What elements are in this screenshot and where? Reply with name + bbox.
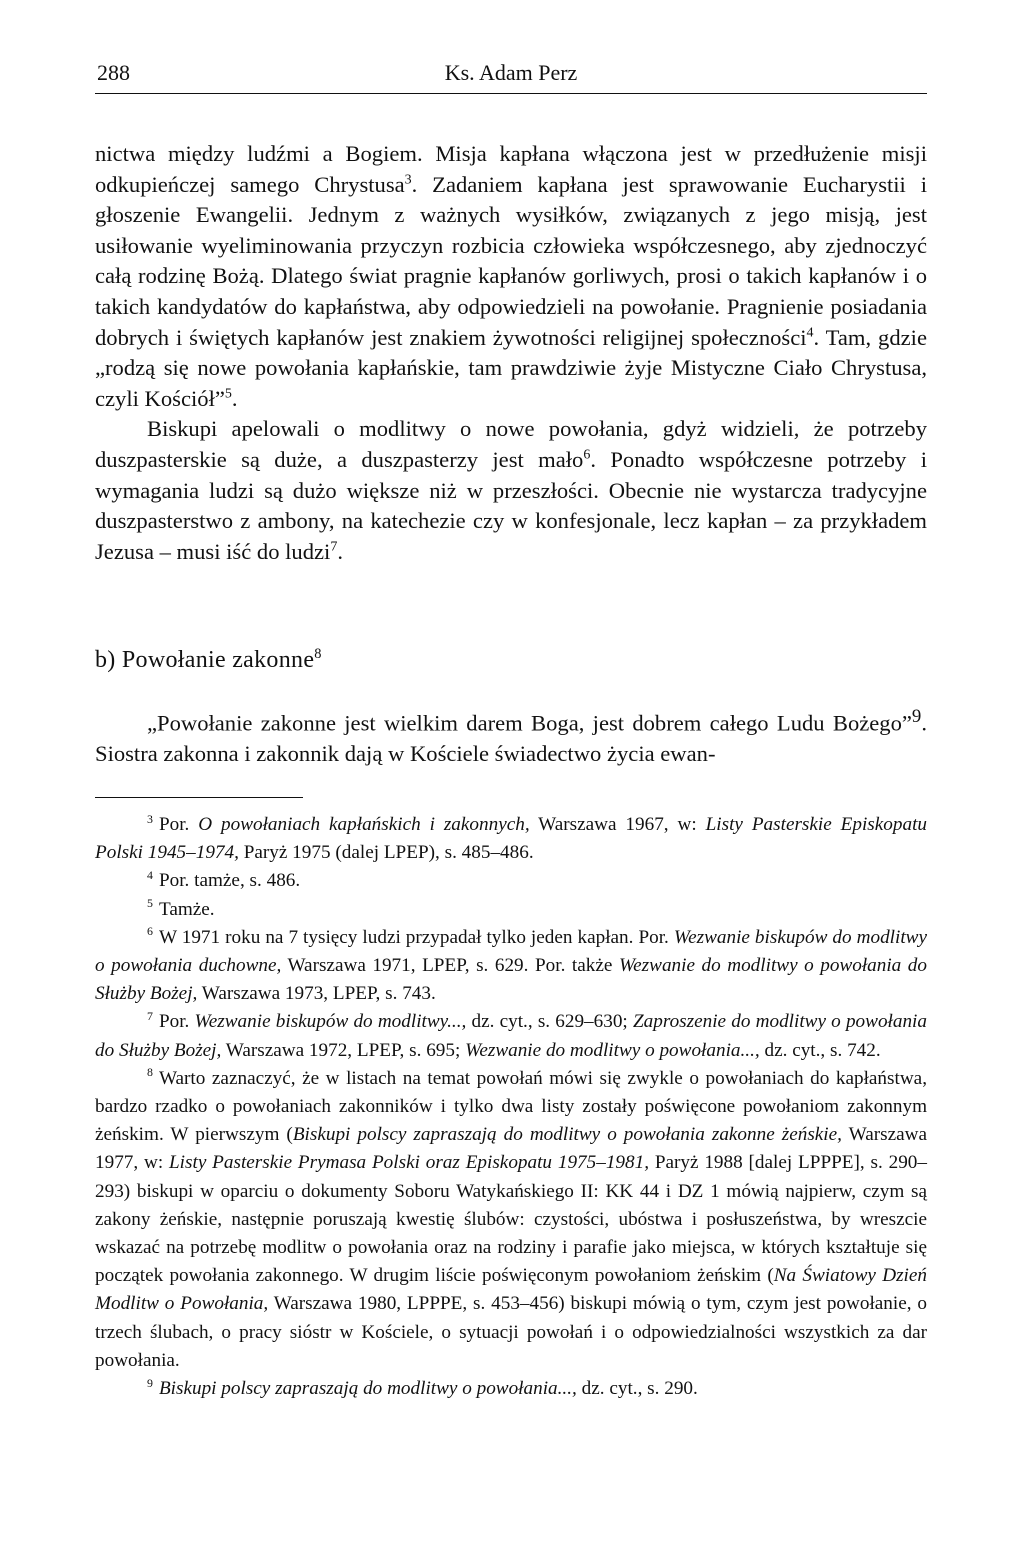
paragraph-text: Biskupi apelowali o modlitwy o nowe powołania, gdyż widzieli, że potrzeby duszpasterskie są duże, a duszpasterzy jest mało — [95, 416, 927, 472]
footnote-text: Paryż 1988 [dalej LPPPE], s. 290–293) biskupi w oparciu o dokumenty Soboru Watykańskiego II: KK 44 i DZ 1 mówią najpierw, czym są zakony żeńskie, następnie poruszają kwestię ślubów: czystości, ubóstwa i posłuszeństwa, by wreszcie wskazać na potrzebę modlitw o powołania oraz na rodziny i parafie jako miejsca, w których kształtuje się początek powołania zakonnego. W drugim liście poświęconym powołaniom żeńskim ( — [95, 1152, 927, 1287]
footnote-ref-6: 6 — [583, 447, 591, 463]
footnote-ref-4: 4 — [806, 325, 814, 341]
footnote-ref-7: 7 — [330, 539, 338, 555]
footnote-number: 9 — [147, 1375, 153, 1390]
paragraph-text: . — [231, 385, 238, 411]
footnote-text: dz. cyt., s. 290. — [576, 1378, 698, 1400]
footnote-number: 3 — [147, 811, 153, 826]
paragraph-3 — [95, 702, 927, 770]
footnote-text: Por. — [158, 1011, 195, 1033]
section-heading-text: b) Powołanie zakonne — [95, 647, 315, 673]
paragraph-text: . — [337, 538, 343, 564]
paragraph-text: . Ponadto współczesne potrzeby i wymagania ludzi są dużo większe niż w przeszłości. Obecnie nie wystarcza tradycyjne duszpasterstwo z ambony, na katechezie czy w konfesjonale, lecz kapłan – za przykładem Jezusa – musi iść do ludzi — [95, 446, 927, 564]
body-text — [95, 139, 927, 567]
paragraph-2 — [95, 414, 927, 567]
footnote-text: dz. cyt., s. 629–630; — [466, 1011, 633, 1033]
footnote-ref-3: 3 — [404, 172, 412, 188]
footnote-title: Wezwanie do modlitwy o powołania..., — [465, 1039, 760, 1061]
footnote-text: Por. — [158, 814, 199, 835]
footnote-text: Warto zaznaczyć, że w listach na temat powołań mówi się zwykle o powołaniach do kapłaństwa, bardzo rzadko o powołaniach zakonników i tylko dwa listy zostały poświęcone powołaniom zakonnym żeńskim. W pierwszym ( — [95, 1067, 927, 1146]
footnote-title: Zaproszenie do modlitwy o powołania do Służby Bożej, — [95, 1011, 927, 1061]
paragraph-text: nictwa między ludźmi a Bogiem. Misja kapłana włączona jest w przedłużenie misji odkupieńczej samego Chrystusa — [95, 141, 927, 197]
footnote-title: Biskupi polscy zapraszają do modlitwy o powołania zakonne żeńskie, — [292, 1124, 842, 1146]
paragraph-text: . Siostra zakonna i zakonnik dają w Kościele świadectwo życia ewan- — [95, 710, 927, 767]
footnote-number: 5 — [147, 896, 153, 911]
footnote-text: W 1971 roku na 7 tysięcy ludzi przypadał tylko jeden kapłan. Por. — [158, 926, 674, 948]
footnote-3 — [95, 811, 927, 867]
footnote-title: Wezwanie do modlitwy o powołania do Służby Bożej, — [95, 955, 927, 1005]
footnotes — [95, 811, 927, 1403]
paragraph-text: . Zadaniem kapłana jest sprawowanie Eucharystii i głoszenie Ewangelii. Jednym z ważnych wysiłków, związanych z jego misją, jest usiłowanie wyeliminowania przyczyn rozbicia człowieka współczesnego, aby zjednoczyć całą rodzinę Bożą. Dlatego świat pragnie kapłanów gorliwych, prosi o takich kapłanów i o takich kandydatów do kapłaństwa, aby odpowiedzieli na powołanie. Pragnienie posiadania dobrych i świętych kapłanów jest znakiem żywotności religijnej społeczności — [95, 171, 928, 350]
footnote-title: Listy Pasterskie Episkopatu Polski 1945–1974, — [95, 814, 927, 864]
paragraph-text: . Tam, gdzie „rodzą się nowe powołania kapłańskie, tam prawdziwie żyje Mistyczne Ciało Chrystusa, czyli Kościół” — [95, 324, 927, 411]
footnote-text: Warszawa 1967, w: — [529, 814, 706, 835]
footnote-text: Tamże. — [158, 898, 215, 920]
running-title: Ks. Adam Perz — [444, 60, 578, 85]
section-text — [95, 702, 927, 770]
footnote-text: Warszawa 1977, w: — [95, 1124, 927, 1174]
footnote-rule — [95, 797, 303, 798]
footnote-title: Na Światowy Dzień Modlitw o Powołania, — [95, 1265, 927, 1315]
footnote-ref-9: 9 — [911, 706, 922, 727]
footnote-ref-5: 5 — [224, 386, 232, 402]
footnote-text: Paryż 1975 (dalej LPEP), s. 485–486. — [238, 842, 534, 864]
footnote-text: Por. tamże, s. 486. — [158, 870, 301, 892]
footnote-text: Warszawa 1971, LPEP, s. 629. Por. także — [281, 955, 619, 977]
footnote-title: Wezwanie biskupów do modlitwy o powołania duchowne, — [95, 926, 927, 977]
footnote-5 — [95, 896, 927, 924]
footnote-title: Listy Pasterskie Prymasa Polski oraz Episkopatu 1975–1981, — [169, 1152, 649, 1174]
footnote-4 — [95, 867, 927, 895]
footnote-title: Wezwanie biskupów do modlitwy..., — [194, 1011, 467, 1033]
footnote-number: 4 — [147, 868, 153, 883]
footnote-7 — [95, 1008, 927, 1064]
footnote-number: 8 — [147, 1065, 153, 1080]
footnote-title: O powołaniach kapłańskich i zakonnych, — [198, 814, 530, 835]
footnote-title: Biskupi polscy zapraszają do modlitwy o powołania..., — [158, 1378, 577, 1400]
footnote-number: 6 — [147, 924, 153, 939]
header-rule — [95, 93, 927, 94]
section-heading — [95, 644, 927, 676]
running-head — [95, 58, 927, 88]
footnote-ref-8: 8 — [314, 646, 322, 662]
footnote-text: Warszawa 1972, LPEP, s. 695; — [221, 1039, 466, 1061]
page-number: 288 — [97, 60, 130, 85]
paragraph-1 — [95, 139, 927, 414]
footnote-text: Warszawa 1980, LPPPE, s. 453–456) biskupi mówią o tym, czym jest powołanie, o trzech ślubach, o pracy sióstr w Kościele, o sytuacji powołań i o odpowiedzialności wszystkich za dar powołania. — [95, 1293, 927, 1371]
footnote-number: 7 — [147, 1009, 153, 1024]
footnote-9 — [95, 1375, 927, 1403]
footnote-text: Warszawa 1973, LPEP, s. 743. — [197, 983, 436, 1005]
footnote-6 — [95, 924, 927, 1009]
footnote-8 — [95, 1065, 927, 1375]
footnote-text: dz. cyt., s. 742. — [759, 1039, 881, 1061]
paragraph-text: „Powołanie zakonne jest wielkim darem Boga, jest dobrem całego Ludu Bożego” — [147, 710, 912, 736]
